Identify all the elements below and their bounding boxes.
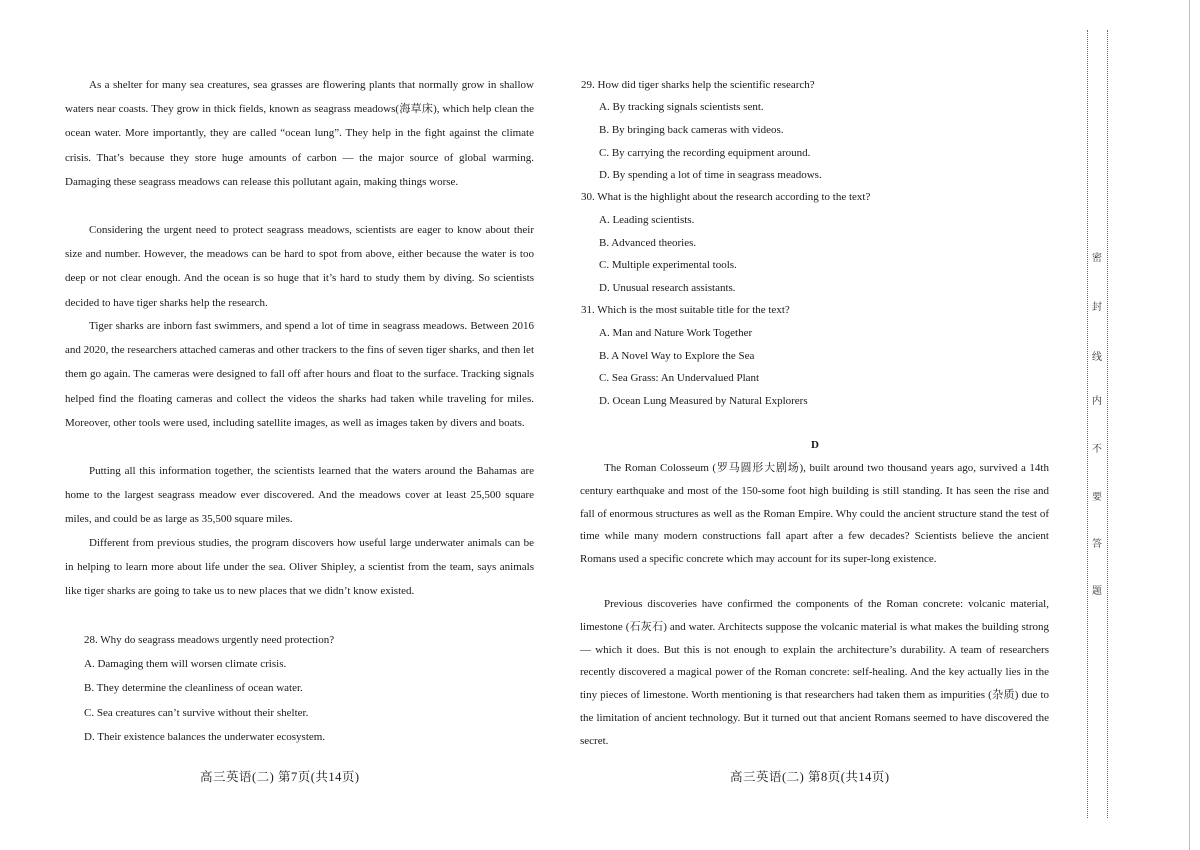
question-28: 28. Why do seagrass meadows urgently need protection? — [84, 634, 335, 646]
section-heading-d: D — [811, 439, 819, 451]
question-28-option-a: A. Damaging them will worsen climate crisis. — [84, 658, 287, 670]
binding-char: 内 — [1089, 392, 1105, 407]
binding-edge-line — [1189, 0, 1190, 850]
binding-line — [1085, 30, 1109, 818]
page-footer-left: 高三英语(二) 第7页(共14页) — [200, 770, 360, 784]
passage-c-paragraph-5: Different from previous studies, the program discovers how useful large underwater animals can be in helping to learn more about life under the sea. Oliver Shipley, a scientist from the team, says animals like tiger sharks are going to take us to new places that we didn’t know existed. — [65, 537, 534, 598]
question-30-option-b: B. Advanced theories. — [599, 237, 697, 249]
passage-c-paragraph-4: Putting all this information together, the scientists learned that the waters around the Bahamas are home to the largest seagrass meadow ever discovered. And the meadows cover at least 25,500 square miles, and could be as large as 35,500 square miles. — [65, 465, 534, 526]
page-footer-right: 高三英语(二) 第8页(共14页) — [730, 770, 890, 784]
question-31-option-c: C. Sea Grass: An Undervalued Plant — [599, 372, 760, 384]
question-28-option-c: C. Sea creatures can’t survive without their shelter. — [84, 707, 309, 719]
binding-char: 线 — [1089, 348, 1105, 363]
question-30-option-d: D. Unusual research assistants. — [599, 282, 736, 294]
binding-dotted-line-inner — [1107, 30, 1108, 818]
binding-char: 不 — [1089, 440, 1105, 455]
passage-d-paragraph-2: Previous discoveries have confirmed the components of the Roman concrete: volcanic material, limestone (石灰石) and water. Architects suppose the volcanic material is what makes the building strong — which it does. But this is not enough to explain the architecture’s durability. A team of researchers recently discovered a magical power of the Roman concrete: self-healing. And the key actually lies in the tiny pieces of limestone. Worth mentioning is that researchers had taken them as impurities (杂质) due to the limitation of ancient technology. But it turned out that ancient Romans seemed to have discovered the secret. — [580, 598, 1049, 747]
right-page — [580, 0, 1080, 850]
question-31-option-a: A. Man and Nature Work Together — [599, 327, 753, 339]
passage-c-paragraph-3: Tiger sharks are inborn fast swimmers, and spend a lot of time in seagrass meadows. Between 2016 and 2020, the researchers attached cameras and other trackers to the fins of seven tiger sharks, and then let them go again. The cameras were designed to fall off after hours and float to the surface. Tracking signals helped find the floating cameras and collect the videos the sharks had taken while traveling for miles. Moreover, other tools were used, including satellite images, as well as images taken by divers and boats. — [65, 320, 534, 429]
question-28-option-d: D. Their existence balances the underwater ecosystem. — [84, 731, 326, 743]
passage-c-paragraph-1: As a shelter for many sea creatures, sea grasses are flowering plants that normally grow in shallow waters near coasts. They grow in thick fields, known as seagrass meadows(海草床), which help clean the ocean water. More importantly, they are called “ocean lung”. They help in the fight against the climate crisis. That’s because they store huge amounts of carbon — the major source of global warming. Damaging these seagrass meadows can release this pollutant again, making things worse. — [65, 79, 534, 188]
binding-dotted-line-outer — [1087, 30, 1088, 818]
question-31: 31. Which is the most suitable title for the text? — [581, 304, 790, 316]
question-28-option-b: B. They determine the cleanliness of ocean water. — [84, 682, 303, 694]
binding-char: 答 — [1089, 535, 1105, 550]
binding-char: 要 — [1089, 488, 1105, 503]
left-page — [0, 0, 580, 850]
question-31-option-d: D. Ocean Lung Measured by Natural Explorers — [599, 395, 808, 407]
question-30: 30. What is the highlight about the research according to the text? — [581, 191, 871, 203]
question-29-option-c: C. By carrying the recording equipment around. — [599, 147, 811, 159]
passage-c-paragraph-2: Considering the urgent need to protect seagrass meadows, scientists are eager to know about their size and number. However, the meadows can be hard to spot from above, either because the water is too deep or not clear enough. And the ocean is so huge that it’s hard to study them by diving. So scientists decided to have tiger sharks help the research. — [65, 224, 534, 309]
question-30-option-c: C. Multiple experimental tools. — [599, 259, 737, 271]
question-30-option-a: A. Leading scientists. — [599, 214, 695, 226]
passage-d-paragraph-1: The Roman Colosseum (罗马圆形大剧场), built around two thousand years ago, survived a 14th century earthquake and most of the 150-some foot high building is still standing. It has seen the rise and fall of enormous structures as well as the Roman Empire. Why could the ancient structure stand the test of time while many modern constructions fall apart after a few decades? Scientists believe the ancient Romans used a specific concrete which may account for its super-long existence. — [580, 462, 1049, 566]
question-31-option-b: B. A Novel Way to Explore the Sea — [599, 350, 755, 362]
binding-char: 题 — [1089, 582, 1105, 597]
question-29-option-a: A. By tracking signals scientists sent. — [599, 101, 764, 113]
binding-char: 封 — [1089, 298, 1105, 313]
question-29-option-d: D. By spending a lot of time in seagrass meadows. — [599, 169, 822, 181]
question-29: 29. How did tiger sharks help the scientific research? — [581, 79, 815, 91]
binding-char: 密 — [1089, 249, 1105, 264]
question-29-option-b: B. By bringing back cameras with videos. — [599, 124, 784, 136]
